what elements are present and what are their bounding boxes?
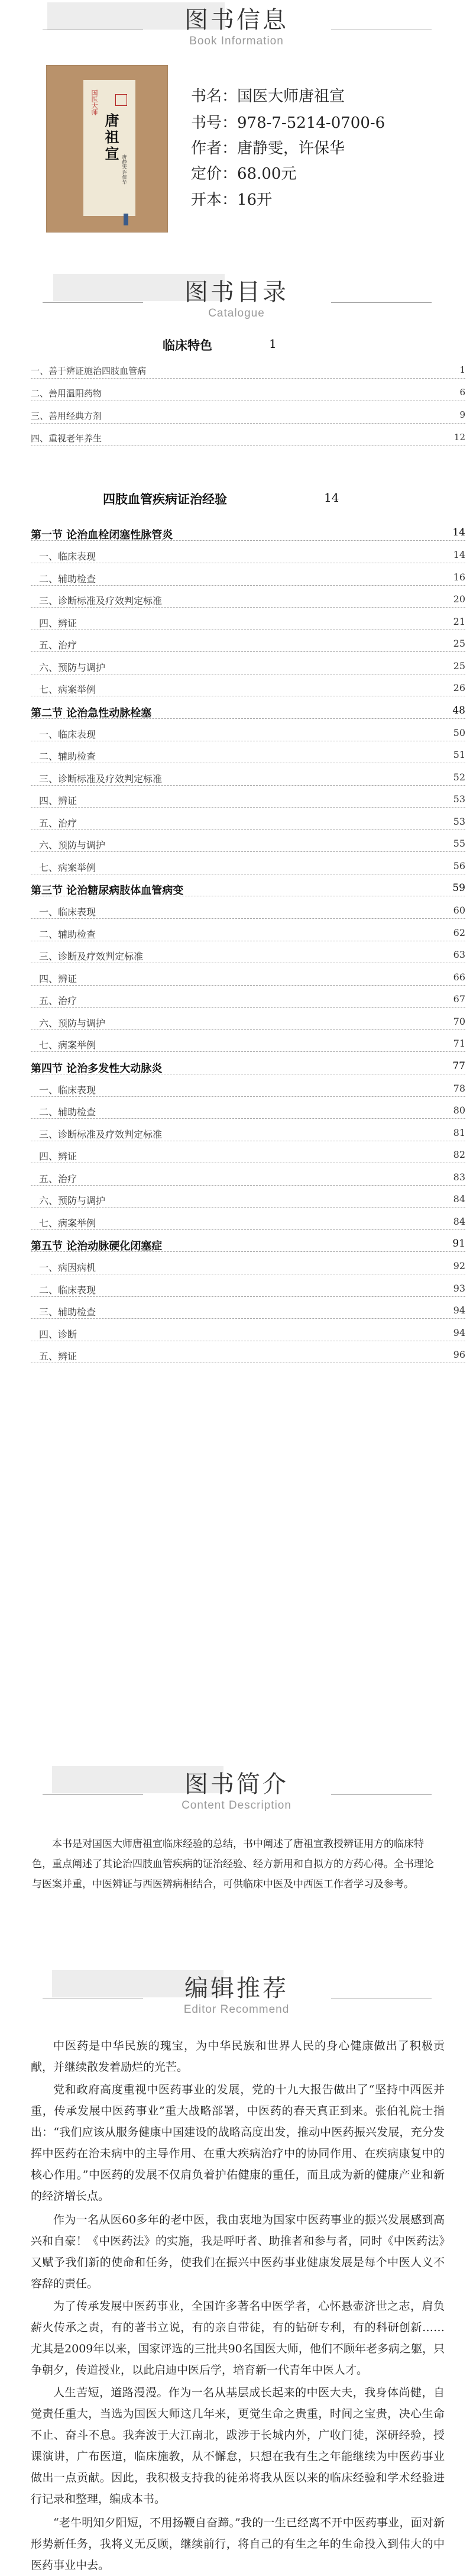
toc-item[interactable]	[31, 1193, 465, 1208]
toc-item[interactable]	[31, 1216, 465, 1230]
toc-entry-title: 六、预防与调护	[39, 1017, 106, 1029]
toc-dashed-divider	[31, 1096, 465, 1097]
toc-dashed-divider	[31, 1296, 465, 1297]
toc-item[interactable]	[31, 993, 465, 1008]
toc-dashed-divider	[31, 918, 465, 919]
toc-entry-page: 94	[453, 1326, 465, 1338]
cover-publisher-logo	[124, 214, 128, 225]
recommend-subtitle: Editor Recommend	[183, 2003, 290, 2016]
toc-entry-page: 55	[453, 838, 465, 849]
toc-entry-title: 二、辅助检查	[39, 573, 96, 585]
toc-item[interactable]	[31, 660, 465, 674]
toc-item[interactable]	[31, 793, 465, 808]
toc-entry-title: 三、辅助检查	[39, 1306, 96, 1318]
toc-dashed-divider	[31, 378, 465, 379]
toc-entry-title: 四、辨证	[39, 617, 77, 629]
toc-entry-page: 53	[453, 793, 465, 805]
toc-dashed-divider	[31, 985, 465, 986]
toc-dashed-divider	[31, 1207, 465, 1208]
toc-item[interactable]	[31, 1083, 465, 1097]
toc-entry-title: 五、治疗	[39, 817, 77, 829]
toc-entry-title: 五、治疗	[39, 995, 77, 1006]
toc-entry-title: 六、预防与调护	[39, 661, 106, 673]
toc-entry-title: 四、辨证	[39, 973, 77, 984]
toc-entry-title: 四、重视老年养生	[31, 433, 102, 444]
catalogue-title: 图书目录	[184, 279, 289, 306]
info-book-name: 书名：国医大师唐祖宣	[191, 88, 345, 105]
toc-entry-title: 一、病因病机	[39, 1262, 96, 1273]
toc-part-2-page: 14	[324, 490, 339, 505]
toc-item[interactable]	[31, 1327, 465, 1341]
toc-entry-page: 71	[453, 1038, 465, 1049]
toc-dashed-divider	[31, 1251, 465, 1252]
toc-dashed-divider	[31, 540, 465, 541]
toc-entry-title: 三、诊断标准及疗效判定标准	[39, 773, 163, 785]
toc-dashed-divider	[31, 1185, 465, 1186]
toc-entry-page: 12	[453, 432, 465, 443]
toc-entry-page: 16	[453, 571, 465, 583]
toc-dashed-divider	[31, 807, 465, 808]
toc-item[interactable]	[31, 1283, 465, 1297]
cover-title: 唐祖宣	[102, 113, 119, 163]
toc-entry-page: 82	[453, 1149, 465, 1160]
description-header	[0, 1765, 473, 1812]
toc-item[interactable]	[31, 387, 465, 401]
toc-entry-title: 第四节 论治多发性大动脉炎	[31, 1062, 163, 1075]
toc-item[interactable]	[31, 409, 465, 424]
toc-entry-page: 66	[453, 971, 465, 983]
toc-part-1-page: 1	[269, 337, 277, 351]
toc-entry-title: 第三节 论治糖尿病肢体血管病变	[31, 885, 184, 897]
catalogue-header	[0, 273, 473, 320]
toc-section[interactable]	[31, 705, 465, 719]
toc-entry-page: 78	[453, 1082, 465, 1094]
recommend-paragraph-4: 为了传承发展中医药事业，全国许多著名中医学者，心怀悬壶济世之志，肩负薪火传承之责，有的著书立说，有的亲自带徒，有的钻研专利，有的科研创新……尤其是2009年以来，国家评选的三批共90名国医大师，他们不顾年老多病之躯，只争朝夕，传道授业，以此启迪中医后学，培育新一代青年中医人才。	[31, 2300, 445, 2377]
toc-dashed-divider	[31, 607, 465, 608]
toc-item[interactable]	[31, 364, 465, 379]
info-isbn: 书号：978-7-5214-0700-6	[191, 114, 385, 132]
toc-item[interactable]	[31, 1038, 465, 1052]
toc-entry-page: 50	[453, 727, 465, 738]
toc-entry-title: 一、临床表现	[39, 1084, 96, 1096]
recommend-paragraph-6: “老牛明知夕阳短，不用扬鞭自奋蹄。”我的一生已经离不开中医药事业，面对新形势新任务，我将义无反顾，继续前行，将自己的有生之年的生命投入到伟大的中医药事业中去。	[31, 2516, 445, 2572]
toc-entry-title: 四、诊断	[39, 1328, 77, 1340]
toc-dashed-divider	[31, 1318, 465, 1319]
toc-entry-title: 二、辅助检查	[39, 1106, 96, 1118]
info-author: 作者：唐静雯，许保华	[191, 140, 345, 157]
toc-entry-title: 第五节 论治动脉硬化闭塞症	[31, 1240, 163, 1253]
toc-entry-page: 77	[452, 1060, 465, 1072]
toc-item[interactable]	[31, 927, 465, 941]
toc-item[interactable]	[31, 860, 465, 874]
toc-entry-title: 第一节 论治血栓闭塞性脉管炎	[31, 529, 173, 541]
toc-entry-page: 25	[453, 638, 465, 649]
toc-item[interactable]	[31, 549, 465, 563]
toc-entry-page: 9	[459, 409, 465, 420]
book-info-title: 图书信息	[184, 7, 289, 34]
toc-item[interactable]	[31, 1127, 465, 1141]
toc-entry-page: 56	[453, 860, 465, 871]
toc-entry-page: 62	[453, 927, 465, 938]
recommend-title: 编辑推荐	[184, 1975, 289, 2002]
recommend-header	[0, 1970, 473, 2016]
toc-entry-page: 21	[453, 615, 465, 627]
toc-dashed-divider	[31, 785, 465, 786]
toc-entry-page: 25	[453, 660, 465, 672]
toc-item[interactable]	[31, 682, 465, 696]
toc-item[interactable]	[31, 949, 465, 963]
toc-item[interactable]	[31, 638, 465, 652]
toc-item[interactable]	[31, 1260, 465, 1274]
toc-entry-title: 三、诊断标准及疗效判定标准	[39, 1128, 163, 1140]
toc-item[interactable]	[31, 616, 465, 630]
toc-entry-title: 第二节 论治急性动脉栓塞	[31, 706, 152, 719]
toc-entry-title: 六、预防与调护	[39, 1195, 106, 1206]
toc-entry-title: 三、诊断标准及疗效判定标准	[39, 595, 163, 606]
toc-entry-title: 五、治疗	[39, 640, 77, 651]
toc-entry-title: 一、临床表现	[39, 728, 96, 740]
toc-item[interactable]	[31, 816, 465, 830]
description-title: 图书简介	[184, 1771, 289, 1798]
toc-entry-page: 67	[453, 993, 465, 1005]
toc-item[interactable]	[31, 838, 465, 852]
toc-dashed-divider	[31, 851, 465, 852]
toc-entry-page: 26	[453, 682, 465, 693]
toc-item[interactable]	[31, 749, 465, 763]
toc-entry-page: 63	[453, 949, 465, 960]
info-price: 定价：68.00元	[191, 165, 297, 183]
toc-entry-page: 1	[459, 364, 465, 375]
toc-entry-title: 一、善于辨证施治四肢血管病	[31, 366, 147, 376]
toc-entry-page: 20	[453, 593, 465, 605]
toc-item[interactable]	[31, 572, 465, 586]
toc-entry-title: 三、善用经典方剂	[31, 411, 102, 421]
toc-entry-title: 七、病案举例	[39, 861, 96, 873]
toc-item[interactable]	[31, 1016, 465, 1030]
toc-item[interactable]	[31, 771, 465, 786]
toc-entry-page: 93	[453, 1282, 465, 1294]
toc-entry-page: 6	[459, 387, 465, 398]
toc-dashed-divider	[31, 423, 465, 424]
toc-item[interactable]	[31, 905, 465, 919]
toc-dashed-divider	[31, 1029, 465, 1030]
toc-entry-page: 80	[453, 1105, 465, 1116]
toc-part-2-name[interactable]: 四肢血管疾病证治经验	[103, 492, 227, 506]
toc-entry-page: 52	[453, 771, 465, 783]
toc-entry-page: 70	[453, 1015, 465, 1027]
toc-entry-title: 七、病案举例	[39, 1040, 96, 1051]
toc-entry-title: 五、治疗	[39, 1173, 77, 1184]
description-text: 本书是对国医大师唐祖宣临床经验的总结，书中阐述了唐祖宣教授辨证用方的临床特色，重点阐述了其论治四肢血管疾病的证治经验、经方新用和自拟方的方药心得。全书理论与医案并重，中医辨证与西医辨病相结合，可供临床中医及中西医工作者学习及参考。	[32, 1838, 434, 1890]
book-info-header	[0, 1, 473, 48]
toc-entry-title: 一、临床表现	[39, 906, 96, 918]
toc-item[interactable]	[31, 432, 465, 446]
toc-entry-page: 84	[453, 1215, 465, 1227]
toc-entry-title: 五、辨证	[39, 1351, 77, 1362]
toc-dashed-divider	[31, 1229, 465, 1230]
recommend-paragraph-5: 人生苦短，道路漫漫。作为一名从基层成长起来的中医大夫，我身体尚健，自觉责任重大，当选为国医大师这几年来，更觉生命之贵重，时间之宝贵，决心生命不止、奋斗不息。我奔波于大江南北，跋涉于长城内外，广收门徒，深研经验，授课演讲，广布医道，临床施教，从不懈怠，只想在我有生之年能继续为中医药事业做出一点贡献。因此，我积极支持我的徒弟将我从医以来的临床经验和学术经验进行记录和整理，编成本书。	[31, 2386, 445, 2506]
toc-entry-title: 二、辅助检查	[39, 751, 96, 762]
toc-dashed-divider	[31, 1118, 465, 1119]
catalogue-subtitle: Catalogue	[208, 307, 265, 319]
toc-section[interactable]	[31, 1238, 465, 1252]
toc-entry-title: 七、病案举例	[39, 1217, 96, 1229]
toc-entry-page: 94	[453, 1305, 465, 1316]
toc-entry-page: 14	[453, 549, 465, 560]
recommend-paragraph-1: 中医药是中华民族的瑰宝，为中华民族和世界人民的身心健康做出了积极贡献，并继续散发着励烂的光芒。	[31, 2039, 445, 2074]
toc-dashed-divider	[31, 651, 465, 652]
toc-entry-title: 二、善用温阳药物	[31, 388, 102, 399]
toc-entry-title: 六、预防与调护	[39, 840, 106, 851]
toc-entry-title: 七、病案举例	[39, 684, 96, 695]
toc-dashed-divider	[31, 1051, 465, 1052]
toc-entry-page: 14	[452, 527, 465, 538]
toc-entry-title: 二、辅助检查	[39, 928, 96, 940]
toc-entry-page: 59	[452, 882, 465, 894]
toc-entry-page: 91	[452, 1238, 465, 1250]
toc-entry-page: 60	[453, 905, 465, 916]
toc-entry-page: 84	[453, 1193, 465, 1205]
info-format: 开本：16开	[191, 191, 273, 209]
toc-part-1-name[interactable]: 临床特色	[163, 338, 212, 353]
toc-section[interactable]	[31, 1060, 465, 1074]
toc-entry-page: 48	[452, 704, 465, 716]
toc-entry-page: 51	[453, 749, 465, 760]
book-info-subtitle: Book Information	[189, 35, 284, 47]
book-cover	[46, 65, 168, 233]
toc-entry-page: 96	[453, 1349, 465, 1360]
toc-dashed-divider	[31, 585, 465, 586]
recommend-paragraph-2: 党和政府高度重视中医药事业的发展，党的十九大报告做出了“坚持中西医并重，传承发展中医药事业”重大战略部署，中医药的春天真正到来。张伯礼院士指出：“我们应该从服务健康中国建设的战略高度出发，推动中医药振兴发展，充分发挥中医药在治未病中的主导作用、在重大疾病治疗中的协同作用、在疾病康复中的核心作用。”中医药的发展不仅肩负着护佑健康的重任，而且成为新的健康产业和新的经济增长点。	[31, 2083, 445, 2203]
toc-entry-title: 四、辨证	[39, 795, 77, 806]
cover-series: 国医大师	[90, 89, 98, 115]
toc-entry-title: 二、临床表现	[39, 1284, 96, 1296]
toc-item[interactable]	[31, 1149, 465, 1163]
recommend-paragraph-3: 作为一名从医60多年的老中医，我由衷地为国家中医药事业的振兴发展感到高兴和自豪！《中医药法》的实施，我是呼吁者、助推者和参与者，同时《中医药法》又赋予我们新的使命和任务，使我们在振兴中医药事业健康发展是每个中医人义不容辞的责任。	[31, 2213, 445, 2290]
toc-item[interactable]	[31, 1305, 465, 1319]
toc-entry-page: 53	[453, 815, 465, 827]
cover-author: 唐静雯 许保华	[122, 154, 127, 185]
toc-entry-page: 92	[453, 1260, 465, 1271]
toc-entry-title: 三、诊断及疗效判定标准	[39, 951, 144, 962]
toc-entry-title: 一、临床表现	[39, 551, 96, 562]
toc-entry-page: 81	[453, 1126, 465, 1138]
toc-dashed-divider	[31, 829, 465, 830]
toc-entry-page: 83	[453, 1171, 465, 1183]
toc-item[interactable]	[31, 593, 465, 608]
toc-entry-title: 四、辨证	[39, 1151, 77, 1162]
toc-dashed-divider	[31, 718, 465, 719]
toc-section[interactable]	[31, 882, 465, 896]
toc-item[interactable]	[31, 1105, 465, 1119]
toc-item[interactable]	[31, 1349, 465, 1363]
toc-item[interactable]	[31, 1171, 465, 1186]
toc-section[interactable]	[31, 527, 465, 541]
cover-seal	[115, 94, 127, 106]
toc-item[interactable]	[31, 727, 465, 741]
toc-item[interactable]	[31, 971, 465, 986]
description-subtitle: Content Description	[182, 1799, 291, 1812]
toc-dashed-divider	[31, 1007, 465, 1008]
